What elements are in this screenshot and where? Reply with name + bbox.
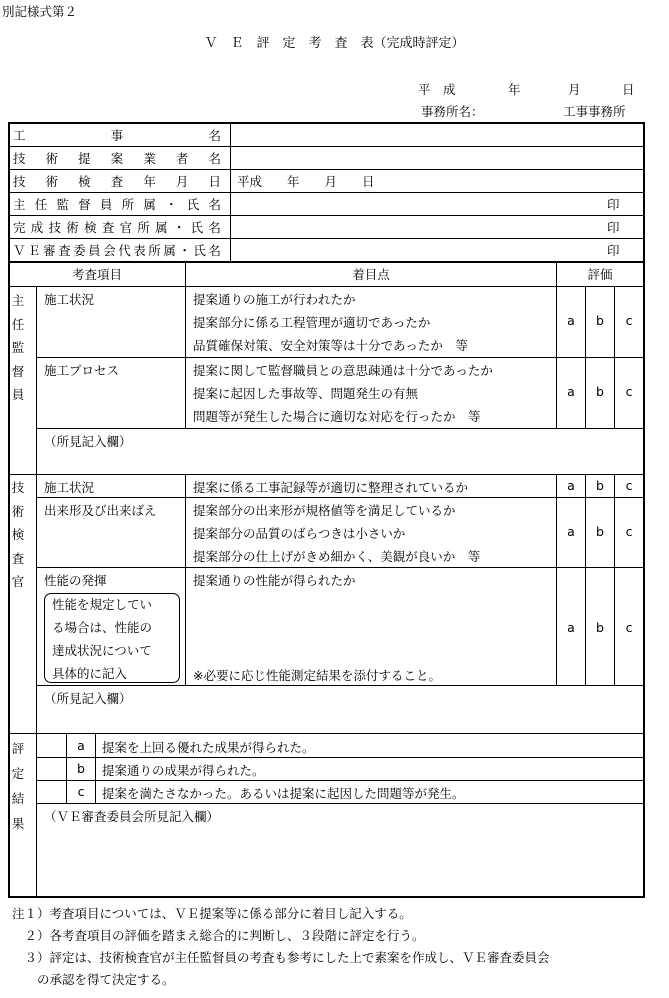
performance-note-line: る場合は、性能の xyxy=(52,620,153,635)
column-item-header: 考査項目 xyxy=(71,267,122,282)
item-construction-status: 施工状況 xyxy=(44,292,95,307)
focus-point: 提案に起因した事故等、問題発生の有無 xyxy=(193,386,419,401)
table-top-border xyxy=(8,122,645,124)
focus-point: 提案に係る工事記録等が適切に整理されているか xyxy=(193,480,469,495)
rating-a[interactable]: a xyxy=(567,478,575,493)
rating-a[interactable]: a xyxy=(567,313,575,328)
section-column-divider xyxy=(36,287,37,897)
inspection-date-value[interactable]: 平成 年 月 日 xyxy=(237,174,375,189)
item-finished-form: 出来形及び出来ばえ xyxy=(44,503,157,518)
column-rating-header: 評価 xyxy=(587,267,613,282)
focus-point: 提案通りの施工が行われたか xyxy=(193,292,356,307)
rating-c[interactable]: c xyxy=(625,524,633,539)
rating-b[interactable]: b xyxy=(596,313,604,328)
result-option-text: 提案通りの成果が得られた。 xyxy=(102,763,265,778)
office-suffix: 工事事務所 xyxy=(563,104,626,119)
result-option-mark[interactable]: b xyxy=(77,761,85,776)
result-option-mark[interactable]: c xyxy=(77,784,85,799)
note-line: の承認を得て決定する。 xyxy=(12,972,175,987)
label-contractor: 技 術 提 案 業 者 名 xyxy=(13,151,221,166)
rating-b[interactable]: b xyxy=(596,620,604,635)
label-inspection-date: 技 術 検 査 年 月 日 xyxy=(13,174,221,189)
performance-footnote: ※必要に応じ性能測定結果を添付すること。 xyxy=(193,668,441,683)
supervisor-remarks-label: （所見記入欄） xyxy=(44,434,132,449)
rating-b[interactable]: b xyxy=(596,524,604,539)
inspector-remarks-label: （所見記入欄） xyxy=(44,691,132,706)
seal-mark: 印 xyxy=(607,197,620,212)
focus-point: 品質確保対策、安全対策等は十分であったか 等 xyxy=(193,338,468,353)
seal-mark: 印 xyxy=(607,243,620,258)
date-day: 日 xyxy=(622,82,635,97)
page-title: Ｖ Ｅ 評 定 考 査 表（完成時評定） xyxy=(204,36,465,51)
result-option-mark[interactable]: a xyxy=(77,738,85,753)
focus-point: 問題等が発生した場合に適切な対応を行ったか 等 xyxy=(193,409,481,424)
item-construction-status: 施工状況 xyxy=(44,480,95,495)
label-inspector: 完 成 技 術 検 査 官 所 属 ・ 氏 名 xyxy=(13,220,221,235)
supervisor-heading: 主 任 監 督 員 xyxy=(11,293,25,402)
committee-remarks-label: （ＶＥ審査委員会所見記入欄） xyxy=(44,809,220,824)
result-option-text: 提案を上回る優れた成果が得られた。 xyxy=(102,740,315,755)
office-label: 事務所名： xyxy=(421,104,484,119)
rating-b[interactable]: b xyxy=(596,384,604,399)
inspector-heading: 技 術 検 査 官 xyxy=(11,480,25,589)
result-option-text: 提案を満たさなかった。あるいは提案に起因した問題等が発生。 xyxy=(102,786,465,801)
rating-a[interactable]: a xyxy=(567,620,575,635)
rating-c[interactable]: c xyxy=(625,384,633,399)
performance-note-line: 達成状況について xyxy=(52,643,152,658)
focus-point: 提案部分に係る工程管理が適切であったか xyxy=(193,315,431,330)
label-construction-name: 工 事 名 xyxy=(13,128,221,143)
item-performance: 性能の発揮 xyxy=(44,573,107,588)
focus-point: 提案部分の品質のばらつきは小さいか xyxy=(193,526,406,541)
result-heading: 評 定 結 果 xyxy=(11,741,25,831)
table-bottom-border xyxy=(8,896,645,898)
rating-b[interactable]: b xyxy=(596,478,604,493)
date-year: 年 xyxy=(508,82,521,97)
focus-point: 提案部分の仕上げがきめ細かく、美観が良いか 等 xyxy=(193,549,481,564)
rating-c[interactable]: c xyxy=(625,313,633,328)
rating-a[interactable]: a xyxy=(567,524,575,539)
seal-mark: 印 xyxy=(607,220,620,235)
form-label: 別記様式第２ xyxy=(2,4,78,19)
column-focus-header: 着目点 xyxy=(352,267,390,282)
date-month: 月 xyxy=(568,82,581,97)
note-line: ３）評定は、技術検査官が主任監督員の考査も参考にした上で素案を作成し、ＶＥ審査委員会 xyxy=(12,950,550,965)
focus-point: 提案通りの性能が得られたか xyxy=(193,573,356,588)
rating-a[interactable]: a xyxy=(567,384,575,399)
label-committee: Ｖ Ｅ 審 査 委 員 会 代 表 所 属 ・ 氏 名 xyxy=(13,243,221,258)
rating-c[interactable]: c xyxy=(625,620,633,635)
note-line: ２）各考査項目の評価を踏まえ総合的に判断し、３段階に評定を行う。 xyxy=(12,928,425,943)
focus-point: 提案部分の出来形が規格値等を満足しているか xyxy=(193,503,456,518)
note-line: 注１）考査項目については、ＶＥ提案等に係る部分に着目し記入する。 xyxy=(12,906,412,921)
date-era: 平 成 xyxy=(418,82,456,97)
item-construction-process: 施工プロセス xyxy=(44,363,120,378)
focus-point: 提案に関して監督職員との意思疎通は十分であったか xyxy=(193,363,493,378)
performance-note-line: 性能を規定してい xyxy=(52,597,153,612)
performance-note-line: 具体的に記入 xyxy=(52,666,128,681)
rating-c[interactable]: c xyxy=(625,478,633,493)
label-chief-supervisor: 主 任 監 督 員 所 属 ・ 氏 名 xyxy=(13,197,221,212)
